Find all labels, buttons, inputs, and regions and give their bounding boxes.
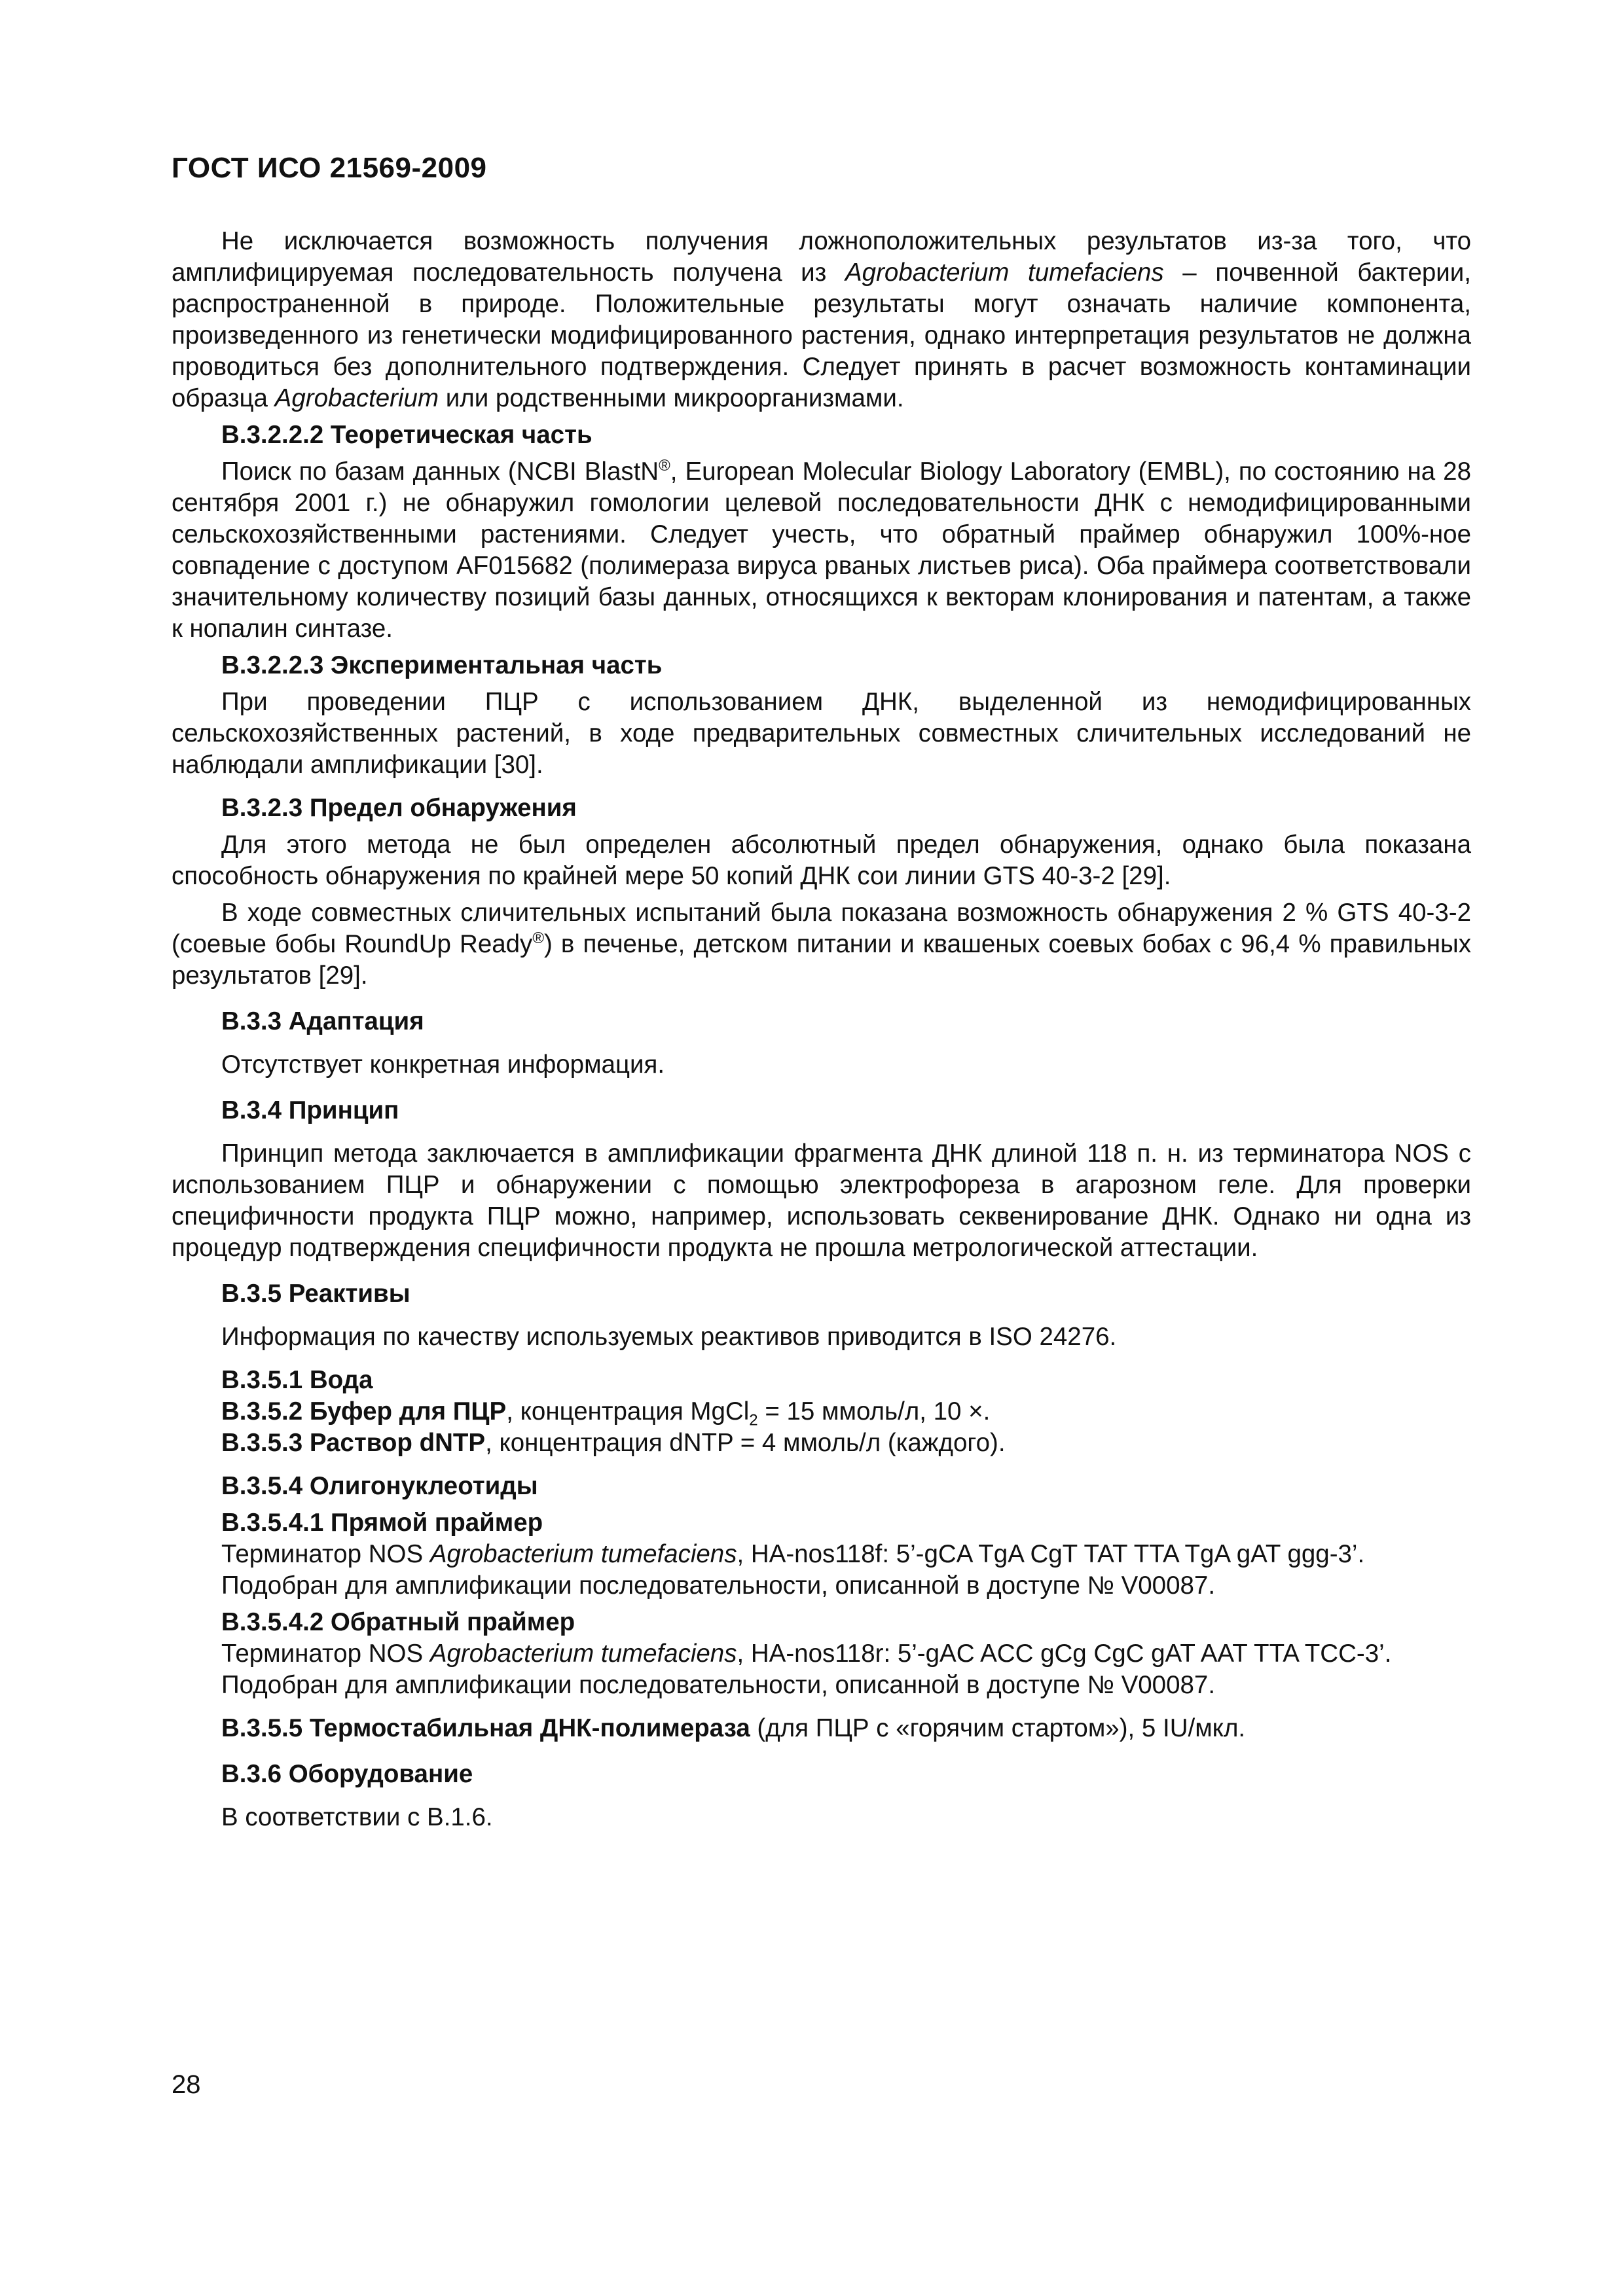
b355-label: B.3.5.5 Термостабильная ДНК-полимераза — [221, 1714, 750, 1742]
paragraph-b323-1: Для этого метода не был определен абсолютный предел обнаружения, однако была показана способность обнаружения по крайней мере 50 копий ДНК сои линии GTS 40-3-2 [29]. — [172, 831, 1471, 890]
paragraph-b36: В соответствии с B.1.6. — [221, 1803, 493, 1831]
heading-b34: B.3.4 Принцип — [221, 1096, 399, 1124]
heading-b32223: B.3.2.2.3 Экспериментальная часть — [221, 651, 663, 679]
b352-text-2: = 15 ммоль/л, 10 ×. — [757, 1397, 991, 1426]
b355-text: (для ПЦР с «горячим стартом»), 5 IU/мкл. — [750, 1714, 1246, 1742]
heading-b35: B.3.5 Реактивы — [221, 1280, 410, 1308]
heading-b323: B.3.2.3 Предел обнаружения — [221, 794, 577, 822]
b352-label: B.3.5.2 Буфер для ПЦР — [221, 1397, 507, 1426]
registered-mark: ® — [659, 457, 670, 475]
b32222-text-1: Поиск по базам данных (NCBI BlastN — [221, 457, 659, 486]
b3542-text-2: , HA-nos118r: 5’-gAC ACC gCg CgC gAT AAT TTA TCC-3’. — [737, 1640, 1392, 1668]
heading-b354: B.3.5.4 Олигонуклеотиды — [221, 1472, 538, 1500]
item-b3542-line1 — [172, 1638, 1471, 1670]
paragraph-b32222 — [172, 456, 1471, 645]
b352-text-1: , концентрация MgCl — [506, 1397, 750, 1426]
item-b3542-line2: Подобран для амплификации последовательности, описанной в доступе № V00087. — [221, 1671, 1216, 1699]
intro-paragraph — [172, 226, 1471, 414]
item-b3541-line2: Подобран для амплификации последовательности, описанной в доступе № V00087. — [221, 1571, 1216, 1600]
b353-text: , концентрация dNTP = 4 ммоль/л (каждого). — [485, 1429, 1006, 1457]
b323-text-2: ) в печенье, детском питании и квашеных соевых бобах с 96,4 % правильных результатов [29]. — [172, 930, 1471, 990]
intro-text-3: или родственными микроорганизмами. — [439, 384, 904, 412]
paragraph-b32223: При проведении ПЦР с использованием ДНК, выделенной из немодифицированных сельскохозяйственных растений, в ходе предварительных совместных сличительных исследований не наблюдали амплификации [30]. — [172, 688, 1471, 779]
intro-text-2: – почвенной бактерии, распространенной в природе. Положительные результаты могут означать наличие компонента, произведенного из генетически модифицированного растения, однако интерпретация результатов не должна проводиться без дополнительного подтверждения. Следует принять в расчет возможность контаминации образца — [172, 259, 1472, 412]
registered-mark: ® — [532, 929, 544, 948]
item-b353 — [172, 1427, 1471, 1459]
heading-b36: B.3.6 Оборудование — [221, 1760, 473, 1788]
intro-species-2: Agrobacterium — [274, 384, 439, 412]
b3542-species: Agrobacterium tumefaciens — [429, 1640, 737, 1668]
b32222-text-2: , European Molecular Biology Laboratory (EMBL), по состоянию на 28 сентября 2001 г.) не обнаружил гомологии целевой последовательности ДНК с немодифицированными сельскохозяйственными растениями. Следует учесть, что обратный праймер обнаружил 100%-ное совпадение с доступом AF015682 (полимераза вируса рваных листьев риса). Оба праймера соответствовали значительному количеству позиций базы данных, относящихся к векторам клонирования и патентам, а также к нопалин синтазе. — [172, 457, 1472, 643]
b3542-text-1: Терминатор NOS — [221, 1640, 430, 1668]
intro-species-1: Agrobacterium tumefaciens — [845, 259, 1164, 287]
b3541-species: Agrobacterium tumefaciens — [429, 1540, 737, 1568]
heading-b33: B.3.3 Адаптация — [221, 1007, 424, 1035]
paragraph-b35: Информация по качеству используемых реактивов приводится в ISO 24276. — [221, 1323, 1117, 1351]
heading-b3542: B.3.5.4.2 Обратный праймер — [221, 1608, 575, 1636]
b3541-text-2: , HA-nos118f: 5’-gCA TgA CgT TAT TTA TgA gAT ggg-3’. — [737, 1540, 1365, 1568]
document-header: ГОСТ ИСО 21569-2009 — [172, 152, 487, 184]
b353-label: B.3.5.3 Раствор dNTP — [221, 1429, 486, 1457]
paragraph-b33: Отсутствует конкретная информация. — [221, 1050, 665, 1079]
heading-b3541: B.3.5.4.1 Прямой праймер — [221, 1509, 543, 1537]
item-b352 — [172, 1396, 1471, 1427]
paragraph-b323-2 — [172, 897, 1471, 992]
heading-b32222: B.3.2.2.2 Теоретическая часть — [221, 421, 593, 449]
paragraph-b34: Принцип метода заключается в амплификации фрагмента ДНК длиной 118 п. н. из терминатора NOS с использованием ПЦР и обнаружении с помощью электрофореза в агарозном геле. Для проверки специфичности продукта ПЦР можно, например, использовать секвенирование ДНК. Однако ни одна из процедур подтверждения специфичности продукта не прошла метрологической аттестации. — [172, 1139, 1471, 1262]
b323-text-1: В ходе совместных сличительных испытаний была показана возможность обнаружения 2 % GTS 40-3-2 (соевые бобы RoundUp Ready — [172, 899, 1471, 958]
b3541-text-1: Терминатор NOS — [221, 1540, 430, 1568]
item-b3541-line1 — [172, 1539, 1471, 1570]
document-body — [172, 226, 1471, 1833]
page-number: 28 — [172, 2070, 201, 2099]
item-b355 — [172, 1713, 1471, 1744]
intro-text-1: Не исключается возможность получения ложноположительных результатов из-за того, что амплифицируемая последовательность получена из — [172, 227, 1471, 287]
heading-b351: B.3.5.1 Вода — [221, 1366, 373, 1394]
b352-subscript: 2 — [749, 1411, 758, 1429]
